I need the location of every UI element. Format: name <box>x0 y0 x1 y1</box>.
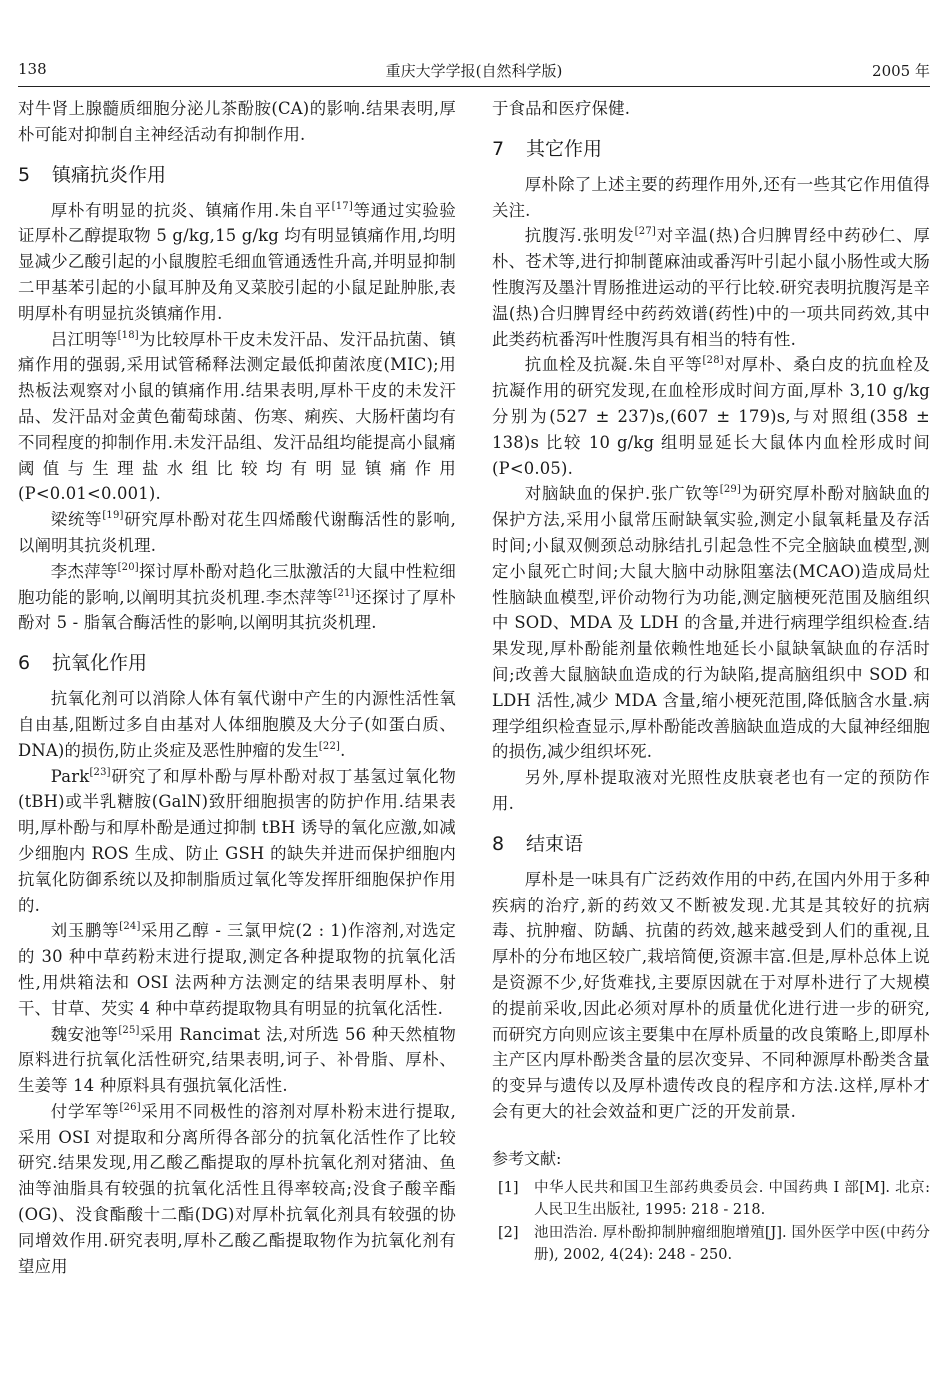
paragraph: 魏安池等[25]采用 Rancimat 法,对所选 56 种天然植物原料进行抗氧化活性研究,结果表明,诃子、补骨脂、厚朴、生姜等 14 种原料具有强抗氧化活性. <box>18 1024 456 1096</box>
citation[interactable]: [23] <box>89 766 111 778</box>
reference-text: 中华人民共和国卫生部药典委员会. 中国药典 I 部[M]. 北京: 人民卫生出版社, 1995: 218 - 218. <box>534 1179 930 1219</box>
section-number: 5 <box>18 163 31 186</box>
citation[interactable]: [26] <box>119 1101 141 1113</box>
section-number: 6 <box>18 652 31 675</box>
reference-text: 池田浩治. 厚朴酚抑制肿瘤细胞增殖[J]. 国外医学中医(中药分册), 2002, 4(24): 248 - 250. <box>534 1224 930 1264</box>
paragraph: 李杰萍等[20]探讨厚朴酚对趋化三肽激活的大鼠中性粒细胞功能的影响,以阐明其抗炎机理.李杰萍等[21]还探讨了厚朴酚对 5 - 脂氧合酶活性的影响,以阐明其抗炎机理. <box>18 561 457 633</box>
citation[interactable]: [21] <box>333 587 355 599</box>
journal-year: 2005 年 <box>872 62 930 80</box>
left-column <box>18 96 456 1279</box>
citation[interactable]: [27] <box>634 226 656 238</box>
citation[interactable]: [22] <box>318 740 341 752</box>
section-number: 7 <box>492 137 505 160</box>
references-heading: 参考文献: <box>492 1148 562 1168</box>
paragraph: 吕江明等[18]为比较厚朴干皮未发汗品、发汗品抗菌、镇痛作用的强弱,采用试管稀释法测定最低抑菌浓度(MIC);用热板法观察对小鼠的镇痛作用.结果表明,厚朴干皮的未发汗品、发汗品对金黄色葡萄球菌、伤寒、痢疾、大肠杆菌均有不同程度的抑制作用.未发汗品组、发汗品组均能提高小鼠痛阈值与生理盐水组比较均有明显镇痛作用(P<0.01<0.001). <box>18 329 456 504</box>
section-title: 抗氧化作用 <box>52 652 148 675</box>
reference-number: [1] <box>498 1179 519 1196</box>
section-7-heading <box>492 136 930 162</box>
section-title: 镇痛抗炎作用 <box>52 163 167 186</box>
right-column <box>492 96 930 1267</box>
citation[interactable]: [24] <box>119 921 141 933</box>
paragraph: 刘玉鹏等[24]采用乙醇 - 三氯甲烷(2 : 1)作溶剂,对选定的 30 种中草药粉末进行提取,测定各种提取物的抗氧化活性,用烘箱法和 OSI 法两种方法测定的结果表明厚朴、射干、甘草、芡实 4 种中草药提取物具有明显的抗氧化活性. <box>18 921 456 1018</box>
journal-name: 重庆大学学报(自然科学版) <box>385 62 563 80</box>
citation[interactable]: [20] <box>117 561 139 573</box>
paragraph: 梁统等[19]研究厚朴酚对花生四烯酸代谢酶活性的影响,以阐明其抗炎机理. <box>18 510 456 555</box>
paragraph: 厚朴除了上述主要的药理作用外,还有一些其它作用值得关注. <box>492 174 930 220</box>
paragraph: Park[23]研究了和厚朴酚与厚朴酚对叔丁基氢过氧化物(tBH)或半乳糖胺(GalN)致肝细胞损害的防护作用.结果表明,厚朴酚与和厚朴酚是通过抑制 tBH 诱导的氧化应激,如减少细胞内 ROS 生成、防止 GSH 的缺失并进而保护细胞内抗氧化防御系统以及抑制脂质过氧化等发挥肝细胞保护作用的. <box>18 766 456 915</box>
paragraph: 抗氧化剂可以消除人体有氧代谢中产生的内源性活性氧自由基,阻断过多自由基对人体细胞膜及大分子(如蛋白质、DNA)的损伤,防止炎症及恶性肿瘤的发生[22]. <box>18 689 456 760</box>
paragraph: 对脑缺血的保护.张广钦等[29]为研究厚朴酚对脑缺血的保护方法,采用小鼠常压耐缺氧实验,测定小鼠氧耗量及存活时间;小鼠双侧颈总动脉结扎引起急性不完全脑缺血模型,测定小鼠死亡时间;大鼠大脑中动脉阻塞法(MCAO)造成局灶性脑缺血模型,评价动物行为功能,测定脑梗死范围及脑组织中 SOD、MDA 及 LDH 的含量,并进行病理学组织检查.结果发现,厚朴酚能剂量依赖性地延长小鼠缺氧缺血的存活时间;改善大鼠脑缺血造成的行为缺陷,提高脑组织中 SOD 和 LDH 活性,减少 MDA 含量,缩小梗死范围,降低脑含水量.病理学组织检查显示,厚朴酚能改善脑缺血造成的大鼠神经细胞的损伤,减少组织坏死. <box>492 484 930 762</box>
citation[interactable]: [18] <box>117 329 139 341</box>
continued-paragraph: 于食品和医疗保健. <box>492 99 631 118</box>
section-title: 结束语 <box>526 832 584 855</box>
citation[interactable]: [19] <box>102 510 124 522</box>
paragraph: 厚朴是一味具有广泛药效作用的中药,在国内外用于多种疾病的治疗,新的药效又不断被发现.尤其是其较好的抗病毒、抗肿瘤、防龋、抗菌的药效,越来越受到人们的重视,且厚朴的分布地区较广,栽培简便,资源丰富.但是,厚朴总体上说是资源不少,好货难找,主要原因就在于对厚朴进行了大规模的提前采收,因此必须对厚朴的质量优化进行进一步的研究,而研究方向则应该主要集中在厚朴质量的改良策略上,即厚朴主产区内厚朴酚类含量的层次变异、不同种源厚朴酚类含量的变异与遗传以及厚朴遗传改良的程序和方法.这样,厚朴才会有更大的社会效益和更广泛的开发前景. <box>492 869 930 1121</box>
section-5-heading <box>18 162 456 188</box>
paragraph: 抗腹泻.张明发[27]对辛温(热)合归脾胃经中药砂仁、厚朴、苍术等,进行抑制蓖麻油或番泻叶引起小鼠小肠性或大肠性腹泻及墨汁胃肠推进运动的平行比较.研究表明抗腹泻是辛温(热)合归脾胃经中药药效谱(药性)中的一项共同药效,其中此类药杭番泻叶性腹泻具有相当的特有性. <box>492 226 930 349</box>
reference-item <box>492 1222 930 1267</box>
reference-number: [2] <box>498 1224 519 1241</box>
running-header <box>18 52 930 87</box>
intro-paragraph: 对牛肾上腺髓质细胞分泌儿茶酚胺(CA)的影响.结果表明,厚朴可能对抑制自主神经活动有抑制作用. <box>18 99 456 144</box>
section-title: 其它作用 <box>526 137 603 160</box>
section-6-heading <box>18 650 456 676</box>
paragraph: 另外,厚朴提取液对光照性皮肤衰老也有一定的预防作用. <box>492 768 930 813</box>
page-number: 138 <box>18 60 47 78</box>
citation[interactable]: [17] <box>331 200 353 212</box>
citation[interactable]: [29] <box>719 484 742 496</box>
citation[interactable]: [25] <box>118 1024 140 1036</box>
section-8-heading <box>492 831 930 857</box>
reference-item <box>492 1177 930 1222</box>
paragraph: 厚朴有明显的抗炎、镇痛作用.朱自平[17]等通过实验验证厚朴乙醇提取物 5 g/kg,15 g/kg 均有明显镇痛作用,均明显减少乙酸引起的小鼠腹腔毛细血管通透性升高,并明显抑制二甲基苯引起的小鼠耳肿及角叉菜胶引起的小鼠足趾肿胀,表明厚朴有明显抗炎镇痛作用. <box>18 200 457 323</box>
paragraph: 抗血栓及抗凝.朱自平等[28]对厚朴、桑白皮的抗血栓及抗凝作用的研究发现,在血栓形成时间方面,厚朴 3,10 g/kg 分别为(527 ± 237)s,(607 ± 179)s,与对照组(358 ± 138)s 比较 10 g/kg 组明显延长大鼠体内血栓形成时间(P<0.05). <box>492 355 930 478</box>
citation[interactable]: [28] <box>702 355 724 367</box>
paragraph: 付学军等[26]采用不同极性的溶剂对厚朴粉末进行提取,采用 OSI 对提取和分离所得各部分的抗氧化活性作了比较研究.结果发现,用乙酸乙酯提取的厚朴抗氧化剂对猪油、鱼油等油脂具有较强的抗氧化活性且得率较高;没食子酸辛酯(OG)、没食酯酸十二酯(DG)对厚朴抗氧化剂具有较强的协同增效作用.研究表明,厚朴乙酸乙酯提取物作为抗氧化剂有望应用 <box>18 1101 456 1276</box>
section-number: 8 <box>492 832 505 855</box>
